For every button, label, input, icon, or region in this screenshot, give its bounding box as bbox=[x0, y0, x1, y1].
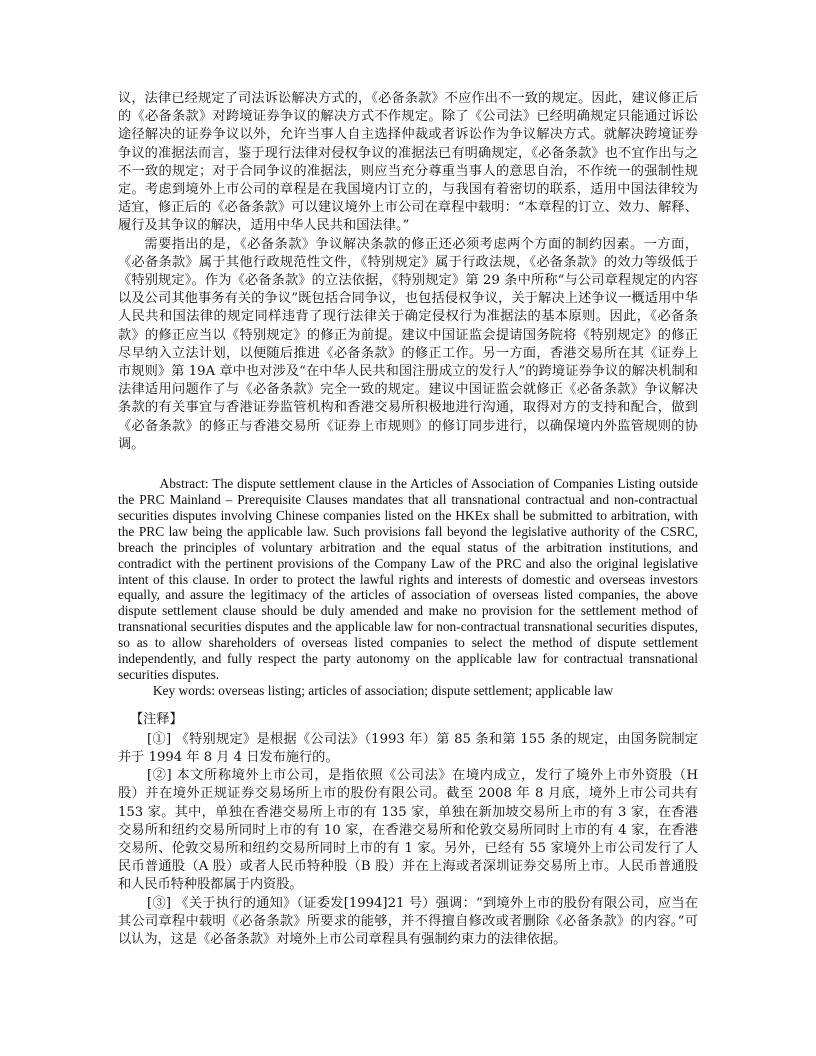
abstract-paragraph: Abstract: The dispute settlement clause in the Articles of Association of Companies Listing outside the PRC Mainland – Prerequisite Clauses mandates that all transnational contractual and non-contractual securities disputes involving Chinese companies listed on the HKEx shall be submitted to arbitration, with the PRC law being the applicable law. Such provisions fall beyond the legislative authority of the CSRC, breach the principles of voluntary arbitration and the equal status of the arbitration institutions, and contradict with the pertinent provisions of the Company Law of the PRC and also the original legislative intent of this clause. In order to protect the lawful rights and interests of domestic and overseas investors equally, and assure the legitimacy of the articles of association of overseas listed companies, the above dispute settlement clause should be duly amended and make no provision for the settlement method of transnational securities disputes and the applicable law for non-contractual transnational securities disputes, so as to allow shareholders of overseas listed companies to select the method of dispute settlement independently, and fully respect the party autonomy on the applicable law for contractual transnational securities disputes. bbox=[118, 476, 698, 682]
footnote-1: [①] 《特别规定》是根据《公司法》（1993 年）第 85 条和第 155 条的规定，由国务院制定并于 1994 年 8 月 4 日发布施行的。 bbox=[118, 731, 698, 765]
notes-heading: 【注释】 bbox=[130, 711, 183, 727]
footnote-3: [③] 《关于执行的通知》（证委发[1994]21 号）强调：“到境外上市的股份有限公司，应当在其公司章程中载明《必备条款》所要求的能够，并不得擅自修改或者删除《必备条款》的内容。”可以认为，这是《必备条款》对境外上市公司章程具有强制约束力的法律依据。 bbox=[118, 895, 698, 947]
footnote-2: [②] 本文所称境外上市公司，是指依照《公司法》在境内成立，发行了境外上市外资股（H 股）并在境外正规证券交易场所上市的股份有限公司。截至 2008 年 8 月底，境外上市公司共有 153 家。其中，单独在香港交易所上市的有 135 家，单独在新加坡交易所上市的有 3 家，在香港交易所和纽约交易所同时上市的有 10 家，在香港交易所和伦敦交易所同时上市的有 4 家，在香港交易所、伦敦交易所和纽约交易所同时上市的有 1 家。另外，已经有 55 家境外上市公司发行了人民币普通股（A 股）或者人民币特种股（B 股）并在上海或者深圳证券交易所上市。人民币普通股和人民币特种股都属于内资股。 bbox=[118, 768, 698, 893]
spacer bbox=[118, 699, 698, 711]
body-paragraph-1: 议，法律已经规定了司法诉讼解决方式的，《必备条款》不应作出不一致的规定。因此，建议修正后的《必备条款》对跨境证券争议的解决方式不作规定。除了《公司法》已经明确规定只能通过诉讼途径解决的证券争议以外，允许当事人自主选择仲裁或者诉讼作为争议解决方式。就解决跨境证券争议的准据法而言，鉴于现行法律对侵权争议的准据法已有明确规定，《必备条款》也不宜作出与之不一致的规定；对于合同争议的准据法，则应当充分尊重当事人的意思自治，不作统一的强制性规定。考虑到境外上市公司的章程是在我国境内订立的，与我国有着密切的联系，适用中国法律较为适宜，修正后的《必备条款》可以建议境外上市公司在章程中载明：“本章程的订立、效力、解释、履行及其争议的解决，适用中华人民共和国法律。” bbox=[118, 91, 698, 234]
text-column bbox=[118, 90, 698, 949]
spacer bbox=[118, 454, 698, 476]
keywords-line: Key words: overseas listing; articles of association; dispute settlement; applicable law bbox=[152, 682, 614, 698]
body-paragraph-2: 需要指出的是，《必备条款》争议解决条款的修正还必须考虑两个方面的制约因素。一方面，《必备条款》属于其他行政规范性文件，《特别规定》属于行政法规，《必备条款》的效力等级低于《特别规定》。作为《必备条款》的立法依据，《特别规定》第 29 条中所称“与公司章程规定的内容以及公司其他事务有关的争议”既包括合同争议，也包括侵权争议，关于解决上述争议一概适用中华人民共和国法律的规定同样违背了现行法律关于确定侵权行为准据法的基本原则。因此，《必备条款》的修正应当以《特别规定》的修正为前提。建议中国证监会提请国务院将《特别规定》的修正尽早纳入立法计划，以便随后推进《必备条款》的修正工作。另一方面，香港交易所在其《证券上市规则》第 19A 章中也对涉及“在中华人民共和国注册成立的发行人”的跨境证券争议的解决机制和法律适用问题作了与《必备条款》完全一致的规定。建议中国证监会就修正《必备条款》争议解决条款的有关事宜与香港证券监管机构和香港交易所积极地进行沟通，取得对方的支持和配合，做到《必备条款》的修正与香港交易所《证券上市规则》的修订同步进行，以确保境内外监管规则的协调。 bbox=[118, 236, 698, 452]
